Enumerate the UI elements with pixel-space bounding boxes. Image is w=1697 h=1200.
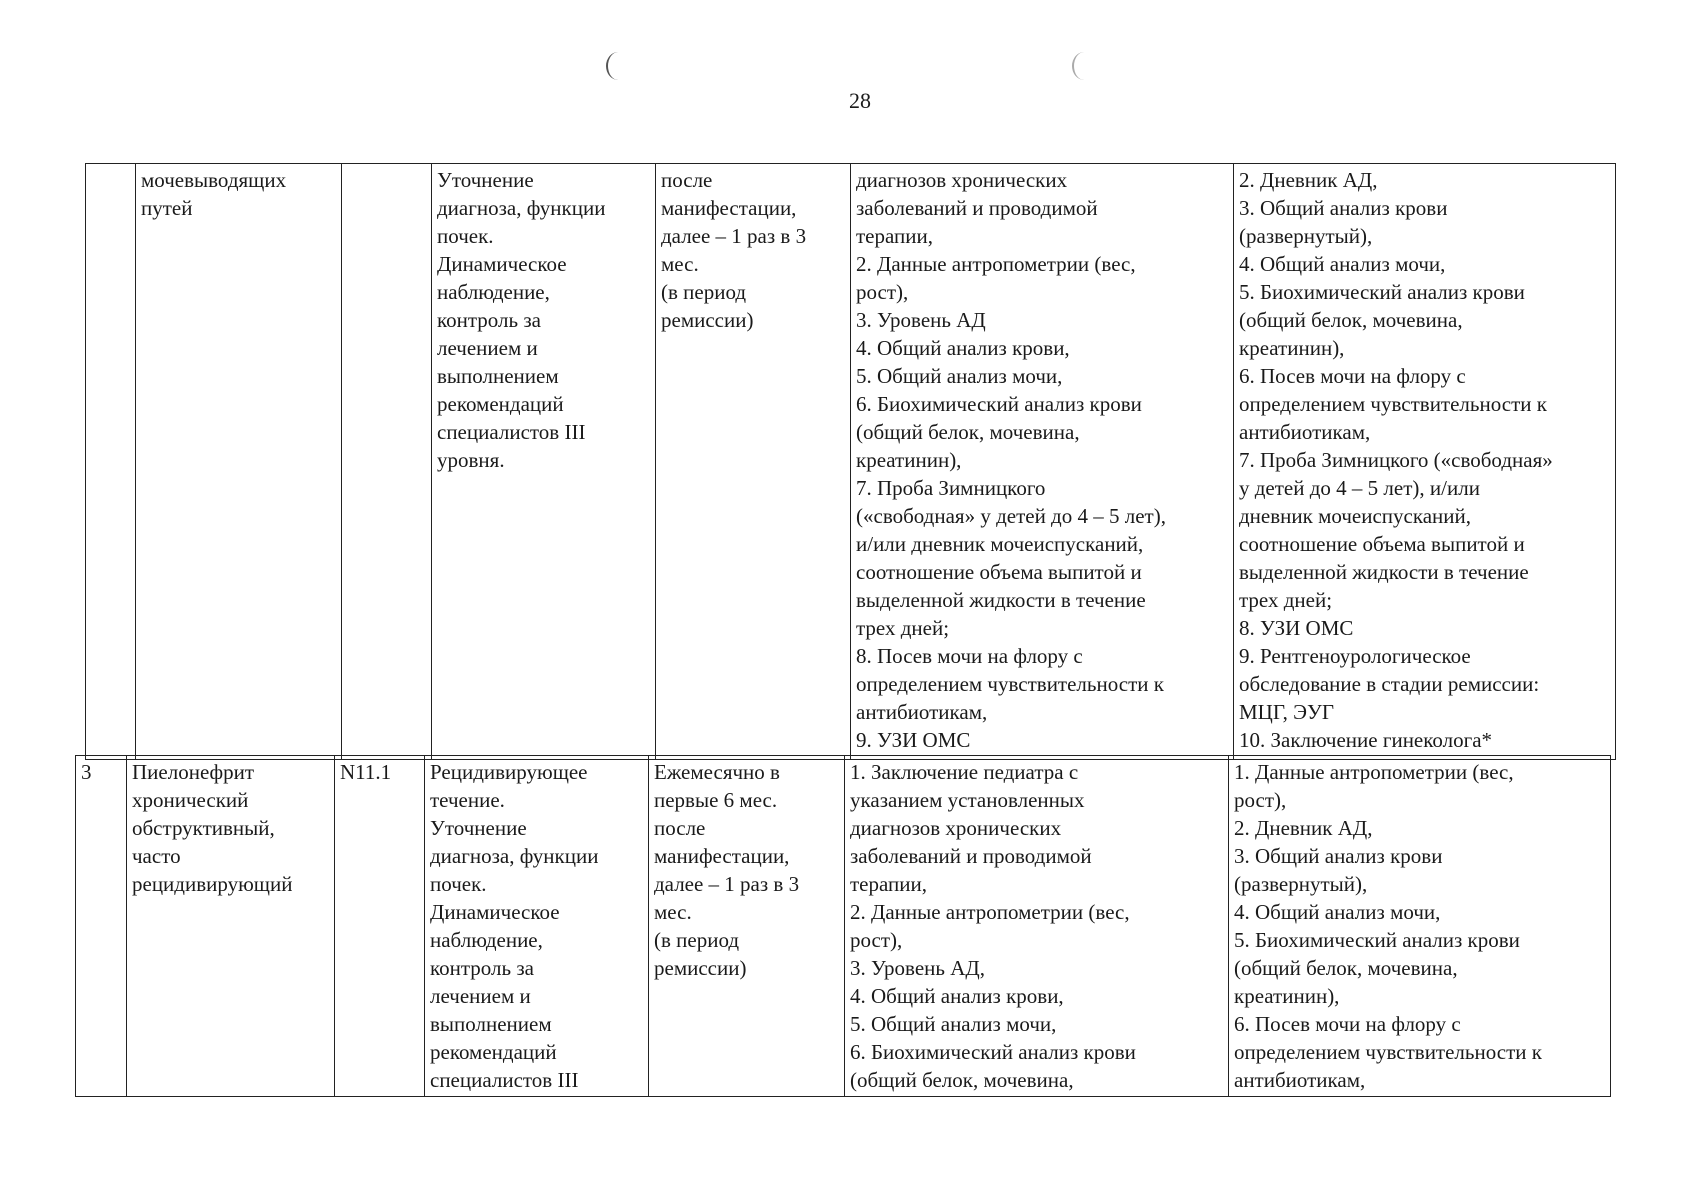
cell-purpose: Рецидивирующее течение. Уточнение диагноза, функции почек. Динамическое наблюдение, контроль за лечением и выполнением рекомендаций специалистов III	[425, 756, 649, 1097]
cell-diagnosis: Пиелонефрит хронический обструктивный, часто рецидивирующий	[127, 756, 335, 1097]
cell-additional-examinations: 1. Данные антропометрии (вес, рост), 2. Дневник АД, 3. Общий анализ крови (развернутый), 4. Общий анализ мочи, 5. Биохимический анализ крови (общий белок, мочевина, креатинин), 6. Посев мочи на флору с определением чувствительности к антибиотикам,	[1229, 756, 1611, 1097]
cell-icd-code: N11.1	[335, 756, 425, 1097]
page-number: 28	[849, 88, 871, 113]
cell-icd-code	[342, 164, 432, 760]
cell-additional-examinations: 2. Дневник АД, 3. Общий анализ крови (развернутый), 4. Общий анализ мочи, 5. Биохимический анализ крови (общий белок, мочевина, креатинин), 6. Посев мочи на флору с определением чувствительности к антибиотикам, 7. Проба Зимницкого («свободная» у детей до 4 – 5 лет), и/или дневник мочеиспусканий, соотношение объема выпитой и выделенной жидкости в течение трех дней; 8. УЗИ ОМС 9. Рентгеноурологическое обследование в стадии ремиссии: МЦГ, ЭУГ 10. Заключение гинеколога*	[1234, 164, 1616, 760]
table-row-3	[75, 755, 1611, 1097]
cell-purpose: Уточнение диагноза, функции почек. Динамическое наблюдение, контроль за лечением и выполнением рекомендаций специалистов III уровня.	[432, 164, 656, 760]
cell-number	[86, 164, 136, 760]
table-row	[86, 164, 1616, 760]
table-continuation	[85, 163, 1616, 760]
cell-examinations: диагнозов хронических заболеваний и проводимой терапии, 2. Данные антропометрии (вес, рост), 3. Уровень АД 4. Общий анализ крови, 5. Общий анализ мочи, 6. Биохимический анализ крови (общий белок, мочевина, креатинин), 7. Проба Зимницкого («свободная» у детей до 4 – 5 лет), и/или дневник мочеиспусканий, соотношение объема выпитой и выделенной жидкости в течение трех дней; 8. Посев мочи на флору с определением чувствительности к антибиотикам, 9. УЗИ ОМС	[851, 164, 1234, 760]
cell-frequency: Ежемесячно в первые 6 мес. после манифестации, далее – 1 раз в 3 мес. (в период ремиссии)	[649, 756, 845, 1097]
table-row	[76, 756, 1611, 1097]
cell-examinations: 1. Заключение педиатра с указанием установленных диагнозов хронических заболеваний и проводимой терапии, 2. Данные антропометрии (вес, рост), 3. Уровень АД, 4. Общий анализ крови, 5. Общий анализ мочи, 6. Биохимический анализ крови (общий белок, мочевина,	[845, 756, 1229, 1097]
punch-hole-mark	[606, 52, 630, 80]
cell-frequency: после манифестации, далее – 1 раз в 3 мес. (в период ремиссии)	[656, 164, 851, 760]
punch-hole-mark	[1072, 52, 1096, 80]
cell-diagnosis: мочевыводящих путей	[136, 164, 342, 760]
cell-number: 3	[76, 756, 127, 1097]
